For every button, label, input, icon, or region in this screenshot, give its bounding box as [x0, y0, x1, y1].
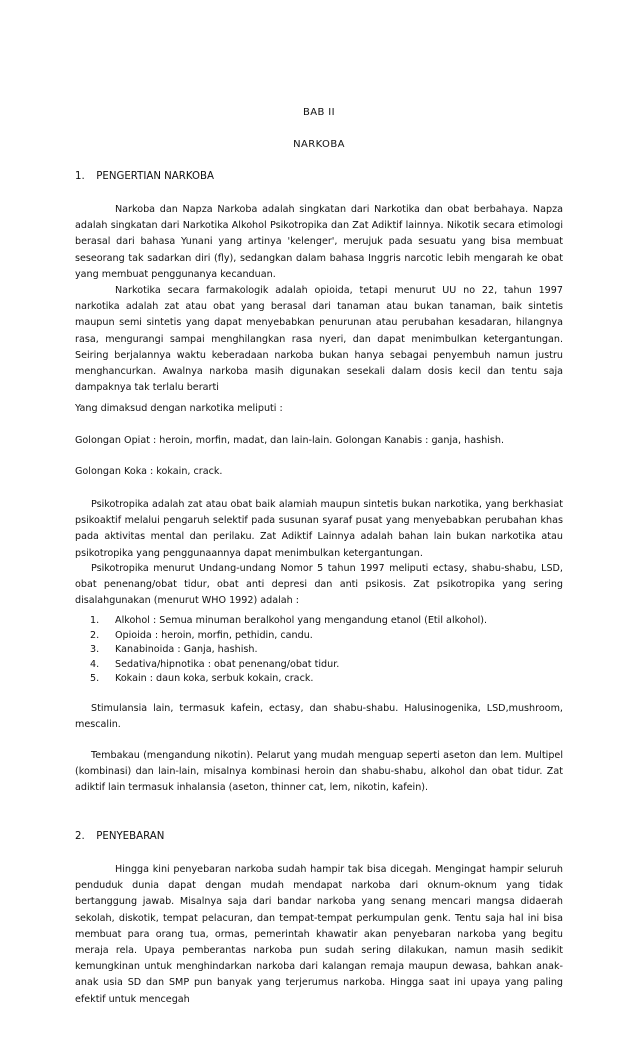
list-item: 2. Opioida : heroin, morfin, pethidin, candu. [90, 629, 313, 641]
paragraph: Golongan Koka : kokain, crack. [75, 466, 223, 477]
paragraph: Narkotika secara farmakologik adalah opioida, tetapi menurut UU no 22, tahun 1997 narkotika adalah zat atau obat yang berasal dari tanaman atau bukan tanaman, baik sintetis maupun semi sintetis yang dapat menyebabkan penurunan atau perubahan kesadaran, hilangnya rasa, mengurangi sampai menghilangkan rasa nyeri, dan dapat menimbulkan ketergantungan. Seiring berjalannya waktu keberadaan narkoba bukan hanya sebagai penyembuh namun justru menghancurkan. Awalnya narkoba masih digunakan sesekali dalam dosis kecil dan tentu saja dampaknya tak terlalu berarti [75, 285, 563, 394]
chapter-title: NARKOBA [293, 139, 345, 150]
section-heading-2 [75, 831, 164, 842]
section-title: PENGERTIAN NARKOBA [96, 171, 214, 182]
psychotropic-list [90, 614, 487, 687]
paragraph: Psikotropika menurut Undang-undang Nomor 5 tahun 1997 meliputi ectasy, shabu-shabu, LSD, obat penenang/obat tidur, obat anti depresi dan anti psikosis. Zat psikotropika yang sering disalahgunakan (menurut WHO 1992) adalah : [75, 563, 563, 607]
paragraph: Yang dimaksud dengan narkotika meliputi : [75, 403, 283, 414]
paragraph: Psikotropika adalah zat atau obat baik alamiah maupun sintetis bukan narkotika, yang berkhasiat psikoaktif melalui pengaruh selektif pada susunan syaraf pusat yang menyebabkan perubahan khas pada aktivitas mental dan perilaku. Zat Adiktif Lainnya adalah bahan lain bukan narkotika atau psikotropika yang penggunaannya dapat menimbulkan ketergantungan. [75, 499, 563, 559]
section-number: 1. [75, 171, 85, 182]
chapter-label: BAB II [302, 107, 336, 118]
list-item: 5. Kokain : daun koka, serbuk kokain, crack. [90, 673, 314, 685]
paragraph: Tembakau (mengandung nikotin). Pelarut yang mudah menguap seperti aseton dan lem. Multipel (kombinasi) dan lain-lain, misalnya kombinasi heroin dan shabu-shabu, alkohol dan obat tidur. Zat adiktif lain termasuk inhalansia (aseton, thinner cat, lem, nikotin, kafein). [75, 750, 563, 794]
section-title: PENYEBARAN [96, 831, 165, 842]
paragraph: Golongan Opiat : heroin, morfin, madat, dan lain-lain. Golongan Kanabis : ganja, hashish. [75, 435, 504, 446]
paragraph: Hingga kini penyebaran narkoba sudah hampir tak bisa dicegah. Mengingat hampir seluruh penduduk dunia dapat dengan mudah mendapat narkoba dari oknum-oknum yang tidak bertanggung jawab. Misalnya saja dari bandar narkoba yang senang mencari mangsa didaerah sekolah, diskotik, tempat pelacuran, dan tempat-tempat perkumpulan genk. Tentu saja hal ini bisa membuat para orang tua, ormas, pemerintah khawatir akan penyebaran narkoba yang begitu meraja rela. Upaya pemberantas narkoba pun sudah sering dilakukan, namun masih sedikit kemungkinan untuk menghindarkan narkoba dari kalangan remaja maupun dewasa, bahkan anak-anak usia SD dan SMP pun banyak yang terjerumus narkoba. Hingga saat ini upaya yang paling efektif untuk mencegah [75, 864, 563, 1005]
section-heading-1 [75, 171, 214, 182]
paragraph: Narkoba dan Napza Narkoba adalah singkatan dari Narkotika dan obat berbahaya. Napza adalah singkatan dari Narkotika Alkohol Psikotropika dan Zat Adiktif lainnya. Nikotik secara etimologi berasal dari bahasa Yunani yang artinya 'kelenger', merujuk pada sesuatu yang bisa membuat seseorang tak sadarkan diri (fly), sedangkan dalam bahasa Inggris narcotic lebih mengarah ke obat yang membuat penggunanya kecanduan. [75, 204, 563, 280]
list-item: 1. Alkohol : Semua minuman beralkohol yang mengandung etanol (Etil alkohol). [90, 615, 488, 626]
list-item: 4. Sedativa/hipnotika : obat penenang/obat tidur. [90, 658, 340, 670]
section-number: 2. [75, 831, 85, 842]
list-item: 3. Kanabinoida : Ganja, hashish. [90, 644, 258, 656]
paragraph: Stimulansia lain, termasuk kafein, ectasy, dan shabu-shabu. Halusinogenika, LSD,mushroom, mescalin. [75, 703, 563, 731]
